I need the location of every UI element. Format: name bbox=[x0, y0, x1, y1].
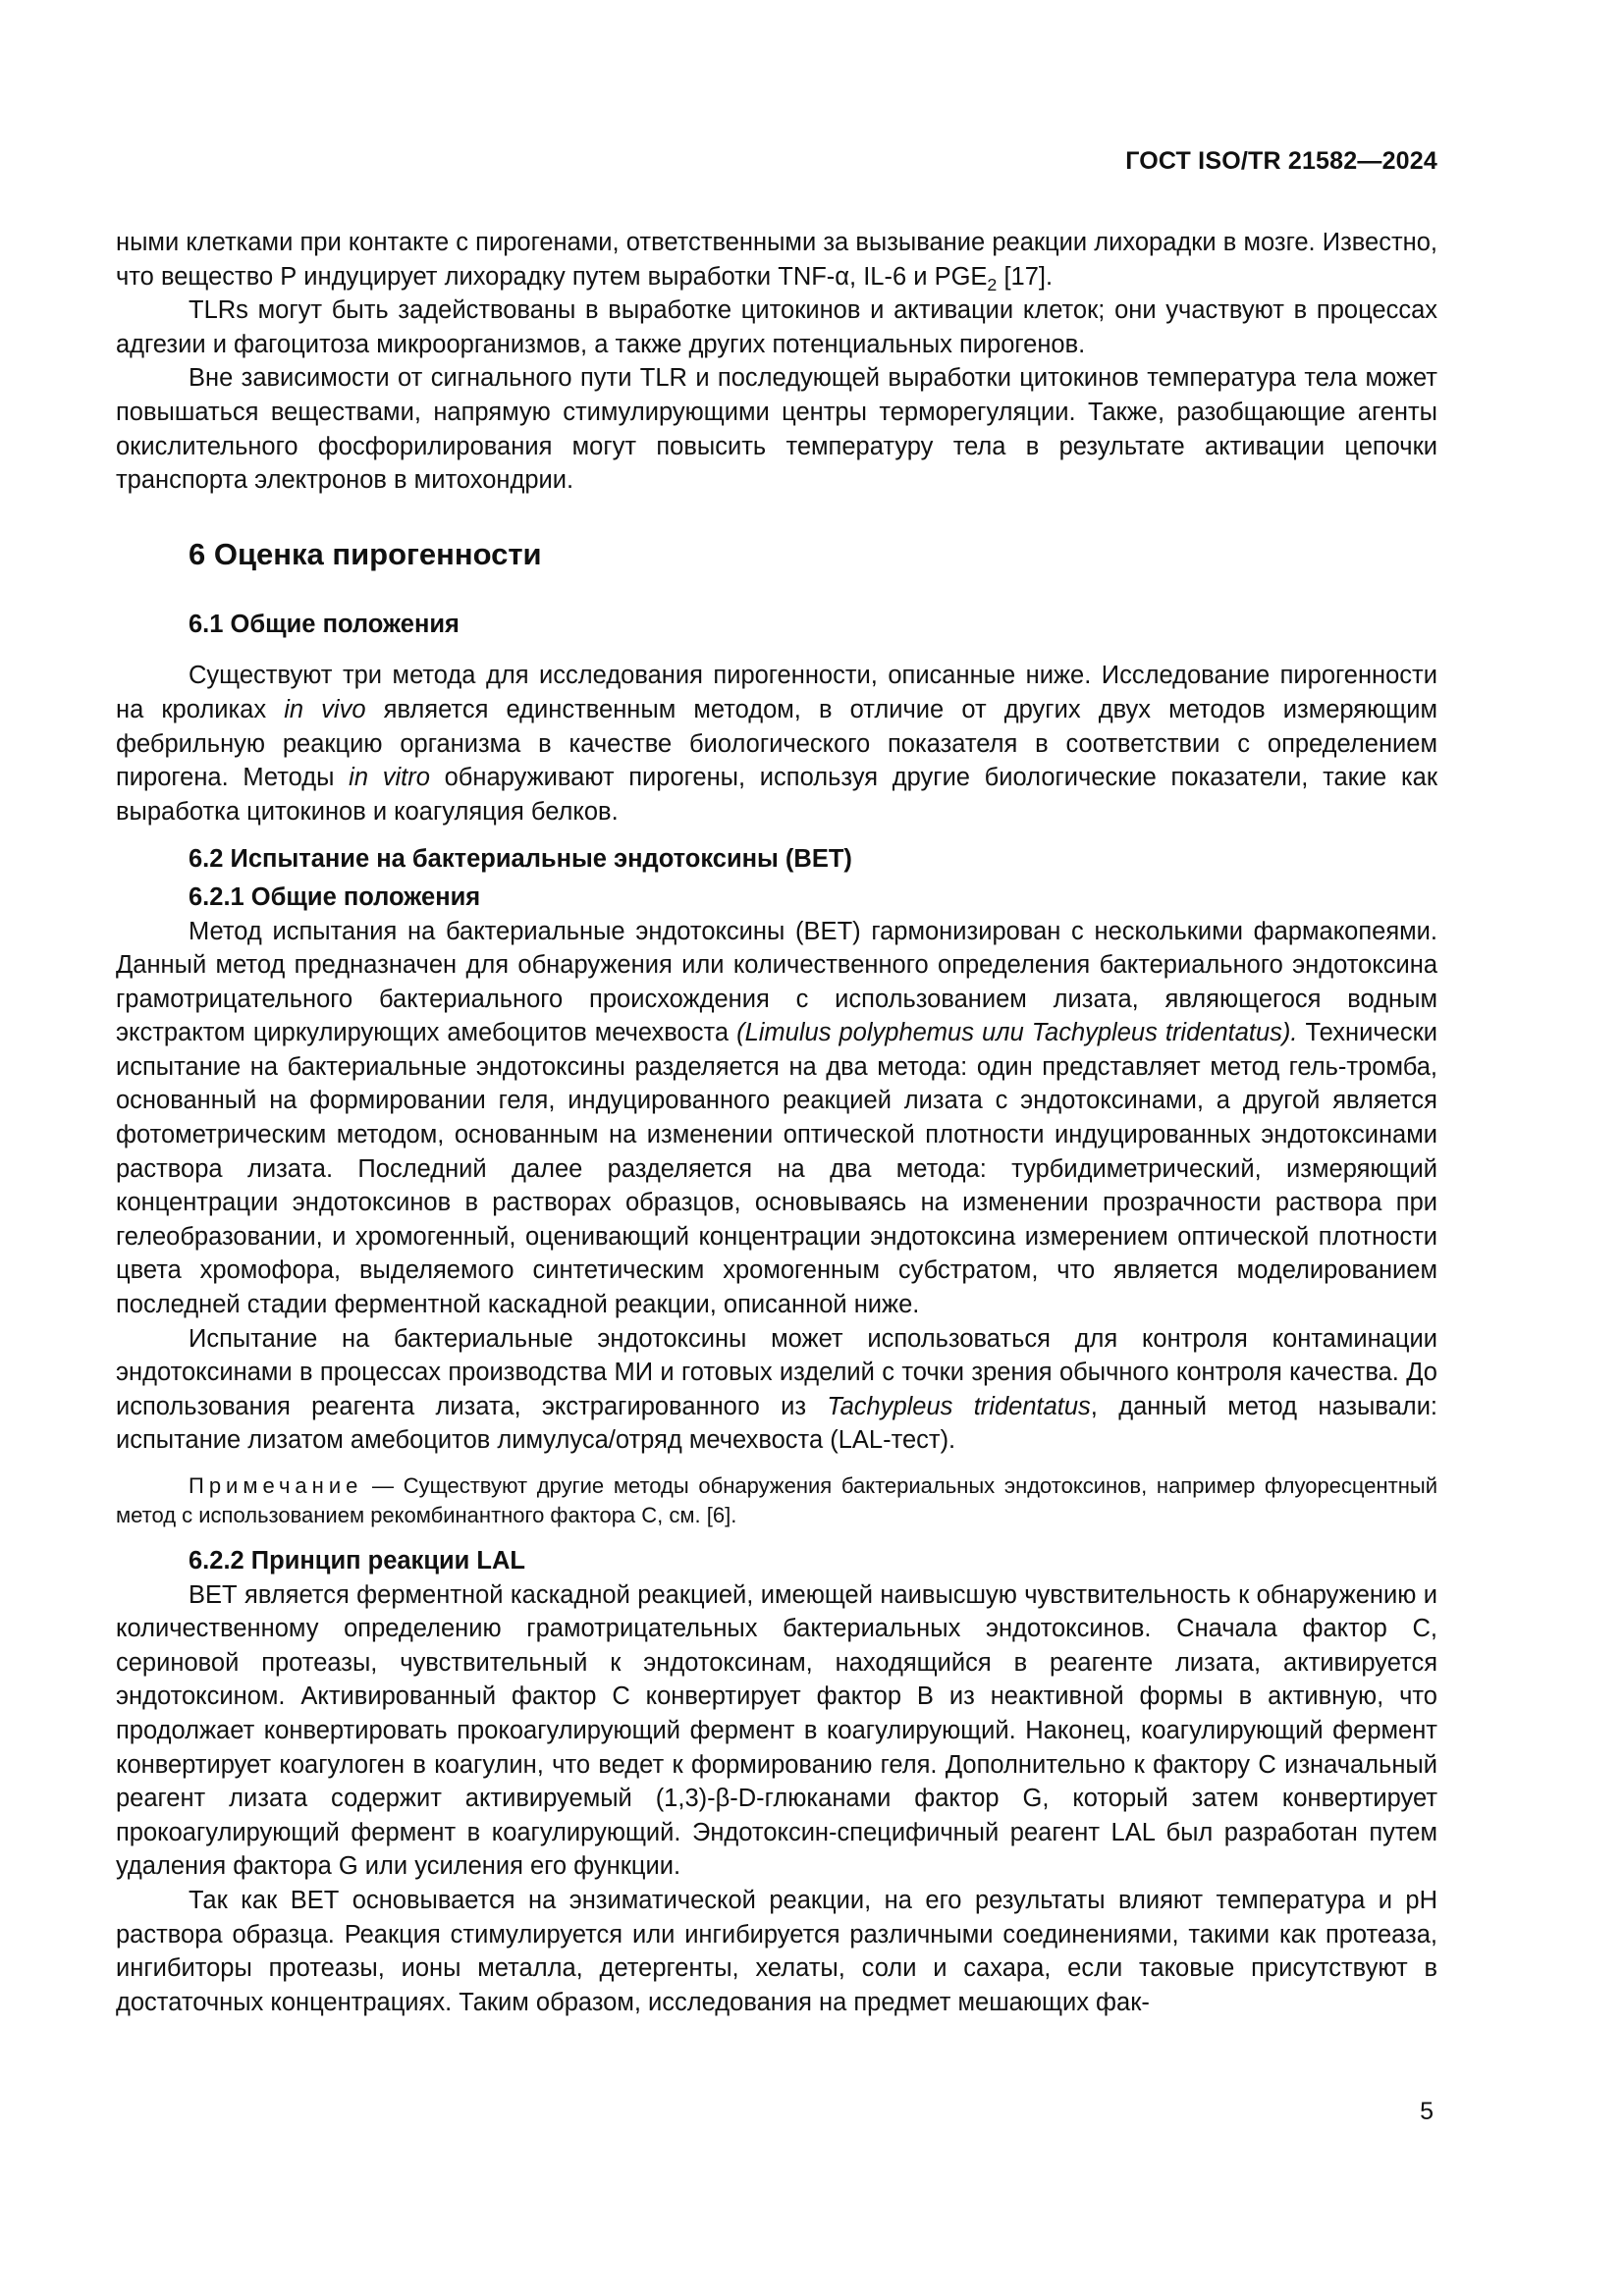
subsection-heading: 6.2 Испытание на бактериальные эндотоксины (ВЕТ) bbox=[189, 845, 852, 874]
subsection-heading: 6.1 Общие положения bbox=[189, 610, 460, 638]
paragraph: Так как ВЕТ основывается на энзиматической реакции, на его результаты влияют температура и pH раствора образца. Реакция стимулируется или ингибируется различными соединениями, такими как протеаза, ингибиторы протеазы, ионы металла, детергенты, хелаты, соли и сахара, если таковые присутствуют в достаточных концентрациях. Таким образом, исследования на предмет мешающих фак- bbox=[116, 1886, 1437, 2016]
paragraph: TLRs могут быть задействованы в выработке цитокинов и активации клеток; они участвуют в процессах адгезии и фагоцитоза микроорганизмов, а также других потенциальных пирогенов. bbox=[116, 296, 1437, 358]
paragraph: Существуют три метода для исследования пирогенности, описанные ниже. Исследование пирогенности на кроликах in vivo является единственным методом, в отличие от других двух методов измеряющим фебрильную реакцию организма в качестве биологического показателя в соответствии с определением пирогена. Методы in vitro обнаруживают пирогены, используя другие биологические показатели, такие как выработка цитокинов и коагуляция белков. bbox=[116, 662, 1437, 826]
paragraph: Вне зависимости от сигнального пути TLR и последующей выработки цитокинов температура тела может повышаться веществами, напрямую стимулирующими центры терморегуляции. Также, разобщающие агенты окислительного фосфорилирования могут повысить температуру тела в результате активации цепочки транспорта электронов в митохондрии. bbox=[116, 364, 1437, 495]
paragraph: ВЕТ является ферментной каскадной реакцией, имеющей наивысшую чувствительность к обнаружению и количественному определению грамотрицательных бактериальных эндотоксинов. Сначала фактор С, сериновой протеазы, чувствительный к эндотоксинам, находящийся в реагенте лизата, активируется эндотоксином. Активированный фактор С конвертирует фактор В из неактивной формы в активную, что продолжает конвертировать прокоагулирующий фермент в коагулирующий. Наконец, коагулирующий фермент конвертирует коагулоген в коагулин, что ведет к формированию геля. Дополнительно к фактору С изначальный реагент лизата содержит активируемый (1,3)-β-D-глюканами фактор G, который затем конвертирует прокоагулирующий фермент в коагулирующий. Эндотоксин-специфичный реагент LAL был разработан путем удаления фактора G или усиления его функции. bbox=[116, 1580, 1437, 1881]
document-header: ГОСТ ISO/TR 21582—2024 bbox=[1125, 147, 1437, 175]
paragraph: ными клетками при контакте с пирогенами, ответственными за вызывание реакции лихорадки в мозге. Известно, что вещество Р индуцирует лихорадку путем выработки TNF-α, IL-6 и $PGE_2$ [17]. bbox=[116, 229, 1437, 294]
page-number: 5 bbox=[1420, 2098, 1434, 2125]
section-heading: 6 Оценка пирогенности bbox=[189, 536, 542, 571]
page-content bbox=[116, 226, 1437, 2019]
subsubsection-heading: 6.2.1 Общие положения bbox=[189, 882, 481, 911]
subsubsection-heading: 6.2.2 Принцип реакции LAL bbox=[189, 1547, 526, 1575]
paragraph: Испытание на бактериальные эндотоксины может использоваться для контроля контаминации эндотоксинами в процессах производства МИ и готовых изделий с точки зрения обычного контроля качества. До использования реагента лизата, экстрагированного из Tachypleus tridentatus, данный метод называли: испытание лизатом амебоцитов лимулуса/отряд мечехвоста (LAL-тест). bbox=[116, 1324, 1438, 1455]
paragraph: Метод испытания на бактериальные эндотоксины (ВЕТ) гармонизирован с несколькими фармакопеями. Данный метод предназначен для обнаружения или количественного определения бактериального эндотоксина грамотрицательного бактериального происхождения с использованием лизата, являющегося водным экстрактом циркулирующих амебоцитов мечехвоста (Limulus polyphemus или Tachypleus tridentatus). Технически испытание на бактериальные эндотоксины разделяется на два метода: один представляет метод гель-тромба, основанный на формировании геля, индуцированного реакцией лизата с эндотоксинами, а другой является фотометрическим методом, основанным на изменении оптической плотности индуцированных эндотоксинами раствора лизата. Последний далее разделяется на два метода: турбидиметрический, измеряющий концентрации эндотоксинов в растворах образцов, основываясь на изменении прозрачности раствора при гелеобразовании, и хромогенный, оценивающий концентрации эндотоксина измерением оптической плотности цвета хромофора, выделяемого синтетическим хромогенным субстратом, что является моделированием последней стадии ферментной каскадной реакции, описанной ниже. bbox=[116, 917, 1438, 1319]
note: Примечание — Существуют другие методы обнаружения бактериальных эндотоксинов, например флуоресцентный метод с использованием рекомбинантного фактора С, см. [6]. bbox=[116, 1473, 1437, 1527]
